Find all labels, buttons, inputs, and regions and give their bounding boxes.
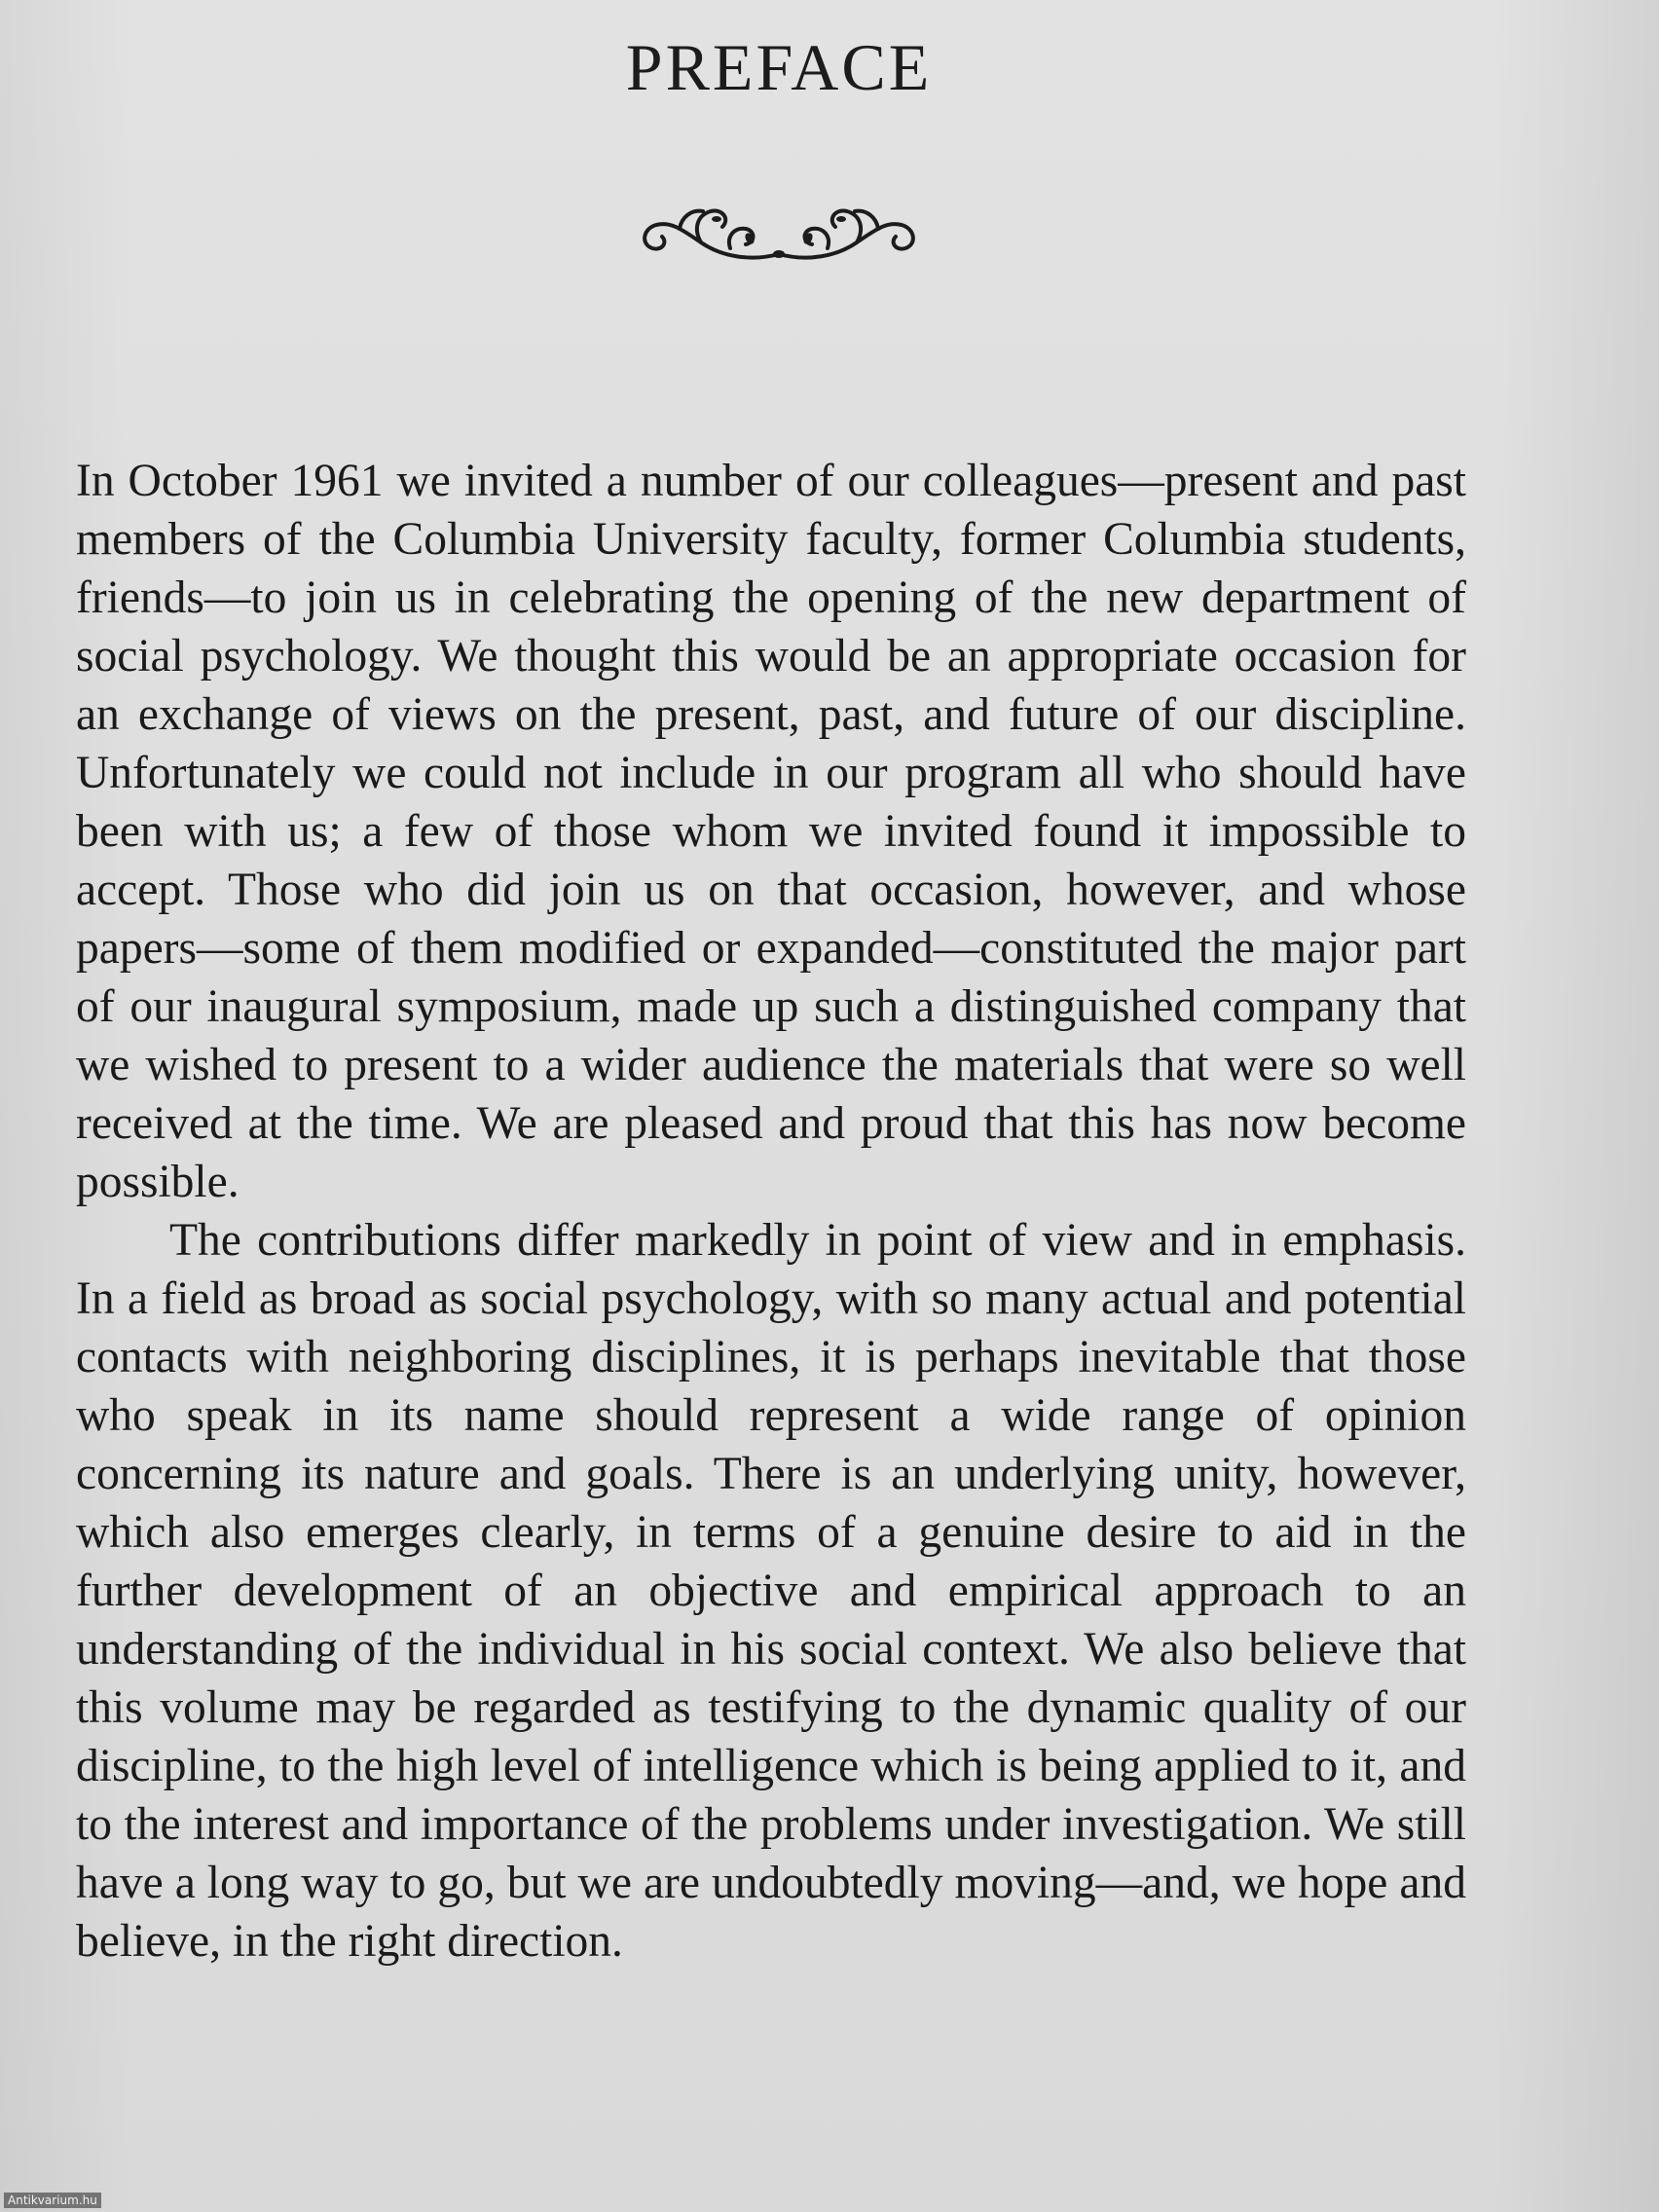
source-watermark: Antikvarium.hu xyxy=(4,2193,101,2208)
preface-paragraph-2: The contributions differ markedly in point of view and in emphasis. In a field as broad as social psychology, with so many actual and potential contacts with neighboring disciplines, it is perhaps inevitable that those who speak in its name should represent a wide range of opinion concerning its nature and goals. There is an underlying unity, however, which also emerges clearly, in terms of a genuine desire to aid in the further development of an objective and empirical approach to an understanding of the individual in his social context. We also believe that this volume may be regarded as testifying to the dynamic quality of our discipline, to the high level of intelligence which is being applied to it, and to the interest and importance of the problems under investigation. We still have a long way to go, but we are undoubtedly moving—and, we hope and believe, in the right direction. xyxy=(76,1215,1466,1967)
preface-paragraph-1: In October 1961 we invited a number of our colleagues—present and past members of the Columbia University faculty, former Columbia students, friends—to join us in celebrating the opening of the new department of social psychology. We thought this would be an appropriate occasion for an exchange of views on the present, past, and future of our discipline. Unfortunately we could not include in our program all who should have been with us; a few of those whom we invited found it impossible to accept. Those who did join us on that occasion, however, and whose papers—some of them modified or expanded—constituted the major part of our inaugural symposium, made up such a distinguished company that we wished to present to a wider audience the materials that were so well received at the time. We are pleased and proud that this has now become possible. xyxy=(76,456,1466,1207)
page-title: PREFACE xyxy=(625,30,933,104)
fleuron-ornament-icon xyxy=(633,200,925,268)
preface-body xyxy=(76,452,1466,1971)
